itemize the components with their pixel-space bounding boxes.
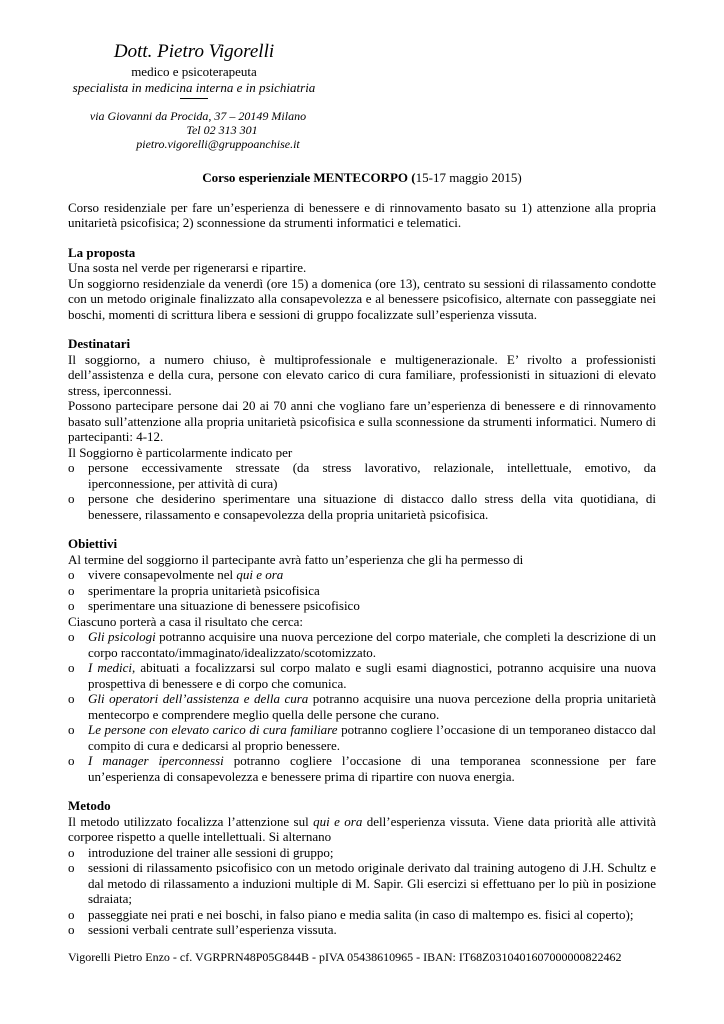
page-footer: Vigorelli Pietro Enzo - cf. VGRPRN48P05G844B - pIVA 05438610965 - IBAN: IT68Z0310401607000000822462: [68, 950, 622, 964]
list-item: o persone che desiderino sperimentare una situazione di distacco dallo stress della vita quotidiana, di benessere, rilassamento e consapevolezza della propria unitarietà psicofisica.: [68, 491, 656, 522]
document-body: [68, 170, 656, 938]
list-item: o Gli psicologi potranno acquisire una nuova percezione del corpo materiale, che completi la descrizione di un corpo raccontato/immaginato/idealizzato/scotomizzato.: [68, 629, 657, 660]
obiettivi-list: [68, 567, 656, 614]
list-item: o sessioni di rilassamento psicofisico con un metodo originale derivato dal training autogeno di J.H. Schultz e dal metodo di rilassamento a induzioni multiple di M. Sapir. Gli esercizi si effettuano per lo più in posizione sdraiata;: [68, 860, 656, 906]
doctor-name: Dott. Pietro Vigorelli: [113, 41, 275, 62]
list-item: o Gli operatori dell’assistenza e della cura potranno acquisire una nuova percezione della propria unitarietà mentecorpo e comprendere meglio quella delle persone che curano.: [68, 691, 656, 722]
bullet-icon: o: [68, 598, 75, 613]
bullet-icon: o: [68, 844, 75, 860]
destinatari-paragraph-3: Il Soggiorno è particolarmente indicato per: [68, 444, 293, 460]
bullet-icon: o: [68, 691, 75, 706]
bullet-icon: o: [68, 753, 75, 768]
destinatari-paragraph-1: Il soggiorno, a numero chiuso, è multiprofessionale e multigenerazionale. E’ rivolto a professionisti dell’assistenza e della cura, persone con elevato carico di cura familiare, professionisti in situazioni di elevato stress, iperconnessi.: [68, 351, 656, 398]
course-intro: Corso residenziale per fare un’esperienza di benessere e di rinnovamento basato su 1) attenzione alla propria unitarietà psicofisica; 2) sconnessione da strumenti informatici e telematici.: [68, 199, 656, 230]
section-heading-obiettivi: Obiettivi: [68, 536, 118, 551]
section-heading-proposta: La proposta: [68, 244, 136, 260]
course-title: [68, 170, 656, 186]
obiettivi-intro-2: Ciascuno porterà a casa il risultato che cerca:: [68, 613, 303, 629]
address-line: via Giovanni da Procida, 37 – 20149 Milano: [89, 109, 307, 123]
destinatari-paragraph-2: Possono partecipare persone dai 20 ai 70 anni che vogliano fare un’esperienza di benessere e di rinnovamento basato sull’attenzione alla propria unitarietà psicofisica e sulla sconnessione da strumenti informatici. Numero di partecipanti: 4-12.: [68, 398, 656, 444]
doctor-title: medico e psicoterapeuta: [131, 64, 257, 79]
bullet-icon: o: [68, 582, 75, 598]
proposta-line-1: Una sosta nel verde per rigenerarsi e ripartire.: [68, 260, 307, 275]
bullet-icon: o: [68, 460, 75, 475]
letterhead: [60, 40, 328, 101]
bullet-icon: o: [68, 722, 75, 737]
list-item: o sperimentare la propria unitarietà psicofisica: [68, 582, 320, 598]
list-item: o persone eccessivamente stressate (da stress lavorativo, relazionale, intellettuale, emotivo, da iperconnessione, per attività di cura): [68, 460, 656, 491]
list-item: o I medici, abituati a focalizzarsi sul corpo malato e sugli esami diagnostici, potranno acquisire una nuova prospettiva di benessere e di corpo che comunica.: [68, 660, 657, 691]
metodo-paragraph: Il metodo utilizzato focalizza l’attenzione sul qui e ora dell’esperienza vissuta. Viene data priorità alle attività corporee rispetto a quelle intellettuali. Si alternano: [68, 813, 656, 844]
results-list: [68, 629, 656, 784]
section-heading-destinatari: Destinatari: [68, 336, 131, 351]
section-heading-metodo: Metodo: [68, 798, 111, 813]
course-title-main: Corso esperienziale MENTECORPO (: [202, 170, 416, 185]
metodo-list: [68, 845, 656, 938]
list-item: o sessioni verbali centrate sull’esperienza vissuta.: [68, 922, 337, 937]
list-item: o I manager iperconnessi potranno cogliere l’occasione di una temporanea sconnessione per fare un’esperienza di consapevolezza e benessere prima di ripartire con nuova energia.: [68, 753, 656, 784]
list-item: o passeggiate nei prati e nei boschi, in falso piano e media salita (in caso di maltempo es. fisici al coperto);: [68, 906, 634, 922]
bullet-icon: o: [68, 860, 75, 875]
address-block: [88, 109, 308, 151]
bullet-icon: o: [68, 491, 75, 506]
bullet-icon: o: [68, 922, 75, 937]
phone-line: Tel 02 313 301: [186, 123, 258, 137]
course-dates: 15-17 maggio 2015): [415, 170, 522, 185]
bullet-icon: o: [68, 660, 75, 675]
list-item: o Le persone con elevato carico di cura familiare potranno cogliere l’occasione di un temporaneo distacco dal compito di cura e dedicarsi al proprio benessere.: [68, 722, 657, 753]
bullet-icon: o: [68, 629, 75, 644]
letterhead-divider: [180, 98, 208, 99]
destinatari-list: [68, 460, 656, 522]
bullet-icon: o: [68, 906, 75, 922]
list-item: o sperimentare una situazione di benessere psicofisico: [68, 598, 360, 613]
proposta-line-2: Un soggiorno residenziale da venerdì (ore 15) a domenica (ore 13), centrato su sessioni di rilassamento condotte con un metodo originale finalizzato alla consapevolezza e al benessere psicofisico, alternate con passeggiate nei boschi, momenti di scrittura libera e sessioni di gruppo focalizzate sull’esperienza vissuta.: [68, 275, 656, 322]
list-item: o vivere consapevolmente nel qui e ora: [68, 567, 284, 582]
list-item: o introduzione del trainer alle sessioni di gruppo;: [68, 844, 334, 860]
bullet-icon: o: [68, 567, 75, 582]
doctor-specialty: specialista in medicina interna e in psichiatria: [72, 80, 316, 95]
email-line: pietro.vigorelli@gruppoanchise.it: [136, 137, 300, 151]
obiettivi-intro: Al termine del soggiorno il partecipante avrà fatto un’esperienza che gli ha permesso di: [68, 551, 524, 567]
